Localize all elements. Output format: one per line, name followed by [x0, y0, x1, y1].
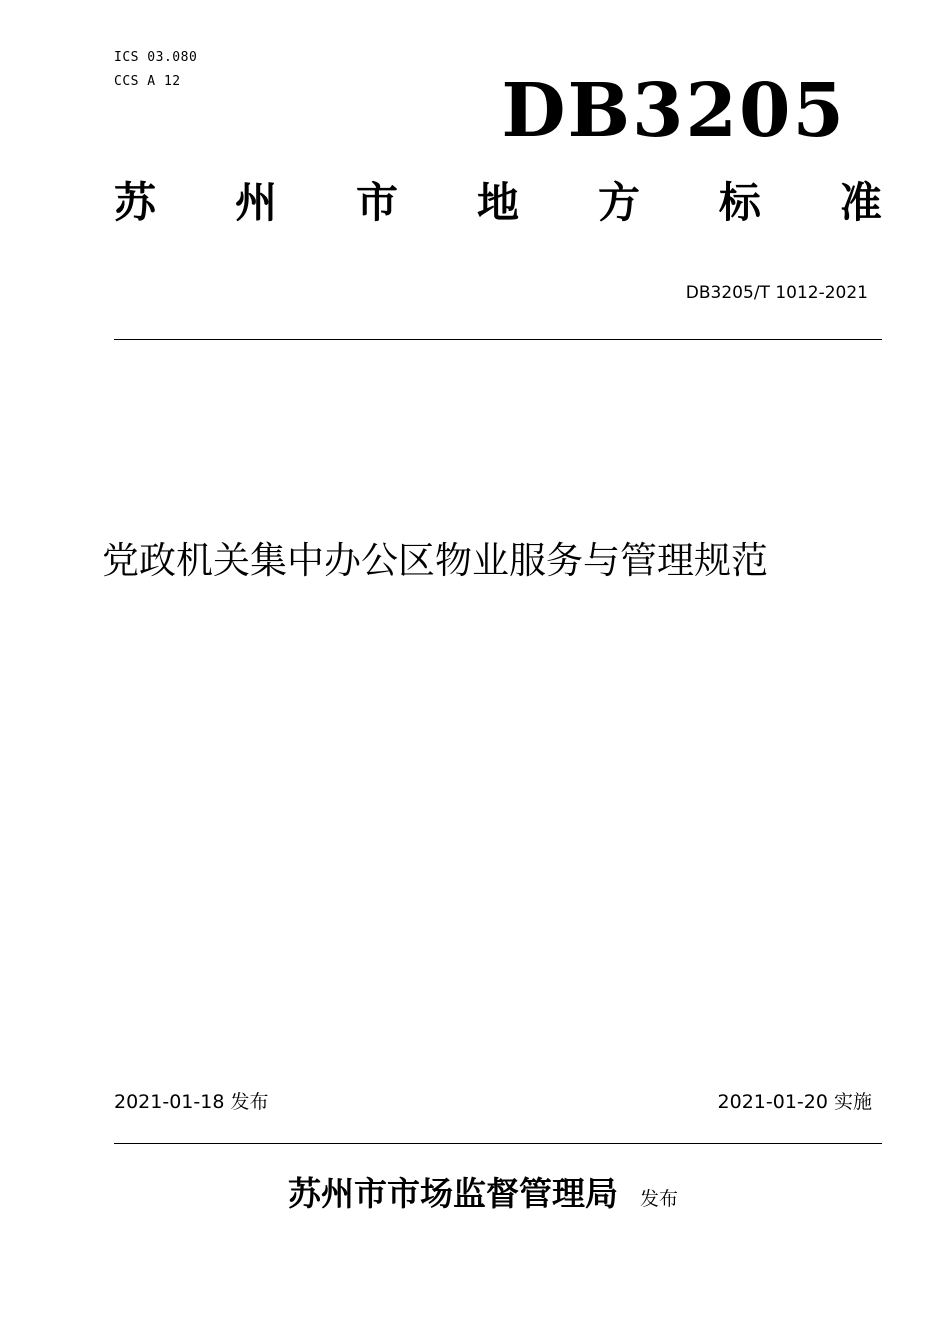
ccs-code: CCS A 12	[114, 74, 181, 89]
ics-code: ICS 03.080	[114, 50, 198, 65]
effective-date: 2021-01-20 实施	[717, 1091, 872, 1113]
standard-type-char: 方	[597, 178, 640, 227]
top-divider	[114, 339, 882, 340]
standard-type-char: 州	[234, 178, 277, 227]
standard-number: DB3205/T 1012-2021	[685, 283, 868, 303]
bottom-divider	[114, 1143, 882, 1144]
publisher-name: 苏州市市场监督管理局	[288, 1174, 618, 1213]
standard-type-char: 准	[839, 178, 882, 227]
publisher-line	[288, 1172, 678, 1216]
standard-type-heading	[114, 174, 882, 226]
standard-type-char: 地	[476, 178, 519, 227]
standard-type-char: 标	[718, 178, 761, 227]
document-title: 党政机关集中办公区物业服务与管理规范	[102, 539, 768, 582]
standard-code-heading: DB3205	[501, 68, 846, 154]
publisher-suffix: 发布	[640, 1188, 679, 1210]
issue-date: 2021-01-18 发布	[114, 1091, 269, 1113]
standard-type-char: 市	[355, 178, 398, 227]
standard-type-char: 苏	[114, 178, 157, 227]
